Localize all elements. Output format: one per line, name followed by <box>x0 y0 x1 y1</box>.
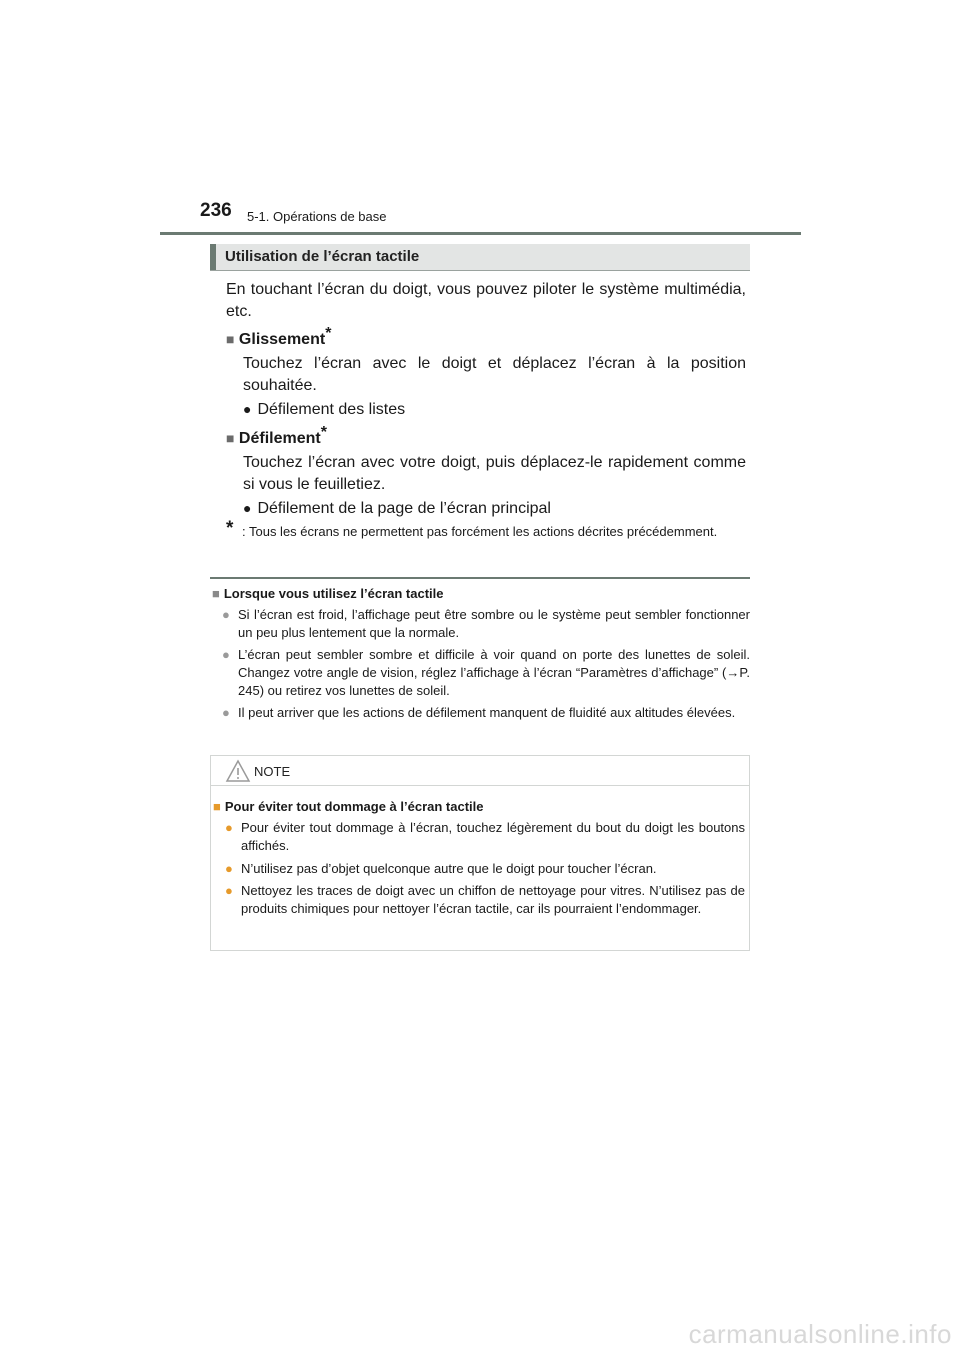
asterisk-marker: * <box>320 424 327 441</box>
watermark: carmanualsonline.info <box>688 1319 952 1349</box>
info-bullet <box>222 606 750 642</box>
section-breadcrumb: 5-1. Opérations de base <box>247 209 387 224</box>
asterisk-marker: * <box>325 325 332 342</box>
footnote-star: * <box>226 518 234 539</box>
glissement-bullet <box>243 398 746 421</box>
glissement-label: Glissement <box>238 331 326 348</box>
bullet-dot: ● <box>225 883 233 898</box>
info-heading <box>212 586 443 601</box>
intro-paragraph: En touchant l’écran du doigt, vous pouvez piloter le système multimédia, etc. <box>226 281 746 320</box>
page-number: 236 <box>200 200 232 221</box>
bullet-dot: ● <box>243 500 252 516</box>
square-marker: ■ <box>212 586 220 601</box>
note-box <box>210 755 750 951</box>
section-title: Utilisation de l’écran tactile <box>225 248 420 265</box>
section-title-bar <box>210 244 750 271</box>
note-bullet <box>225 819 745 855</box>
note-bullet-text: Pour éviter tout dommage à l’écran, touchez légèrement du bout du doigt les boutons affichés. <box>241 820 745 853</box>
info-divider <box>210 577 750 579</box>
bullet-dot: ● <box>222 647 230 662</box>
note-heading <box>213 799 484 814</box>
note-heading-text: Pour éviter tout dommage à l’écran tactile <box>224 799 484 814</box>
bullet-dot: ● <box>243 401 252 417</box>
info-bullet <box>222 646 750 700</box>
bullet-dot: ● <box>222 705 230 720</box>
info-bullet-text: L’écran peut sembler sombre et difficile à voir quand on porte des lunettes de soleil. Changez votre angle de vision, réglez l’affichage à l’écran “Paramètres d’affichage” (→P. 245) ou retirez vos lunettes de soleil. <box>238 647 750 698</box>
square-marker: ■ <box>226 331 235 347</box>
warning-triangle-icon <box>225 759 251 788</box>
note-bullet-text: Nettoyez les traces de doigt avec un chiffon de nettoyage pour vitres. N’utilisez pas de produits chimiques pour nettoyer l’écran tactile, car ils pourraient l’endommager. <box>241 883 745 916</box>
note-header <box>211 756 749 786</box>
glissement-bullet-text: Défilement des listes <box>257 401 406 418</box>
note-label: NOTE <box>254 764 291 779</box>
defilement-label: Défilement <box>238 430 321 447</box>
defilement-bullet-text: Défilement de la page de l’écran principal <box>257 500 551 517</box>
defilement-bullet <box>243 497 746 520</box>
info-bullet-text: Il peut arriver que les actions de défilement manquent de fluidité aux altitudes élevées. <box>238 705 736 720</box>
glissement-text: Touchez l’écran avec le doigt et déplacez l’écran à la position souhaitée. <box>243 355 746 394</box>
defilement-heading <box>226 424 327 448</box>
note-bullet-text: N’utilisez pas d’objet quelconque autre que le doigt pour toucher l’écran. <box>241 861 657 876</box>
square-marker: ■ <box>213 799 221 814</box>
header-divider <box>160 232 801 235</box>
bullet-dot: ● <box>222 607 230 622</box>
info-bullet <box>222 704 750 722</box>
defilement-text: Touchez l’écran avec votre doigt, puis déplacez-le rapidement comme si vous le feuilletiez. <box>243 454 746 493</box>
info-bullet-text: Si l’écran est froid, l’affichage peut être sombre ou le système peut sembler fonctionner un peu plus lentement que la normale. <box>238 607 750 640</box>
note-bullet <box>225 860 745 878</box>
bullet-dot: ● <box>225 861 233 876</box>
footnote <box>226 518 746 542</box>
glissement-heading <box>226 325 331 349</box>
square-marker: ■ <box>226 430 235 446</box>
footnote-text: : Tous les écrans ne permettent pas forcément les actions décrites précédemment. <box>242 524 718 539</box>
title-accent <box>210 244 216 270</box>
bullet-dot: ● <box>225 820 233 835</box>
note-bullet <box>225 882 745 918</box>
info-heading-text: Lorsque vous utilisez l’écran tactile <box>223 586 444 601</box>
